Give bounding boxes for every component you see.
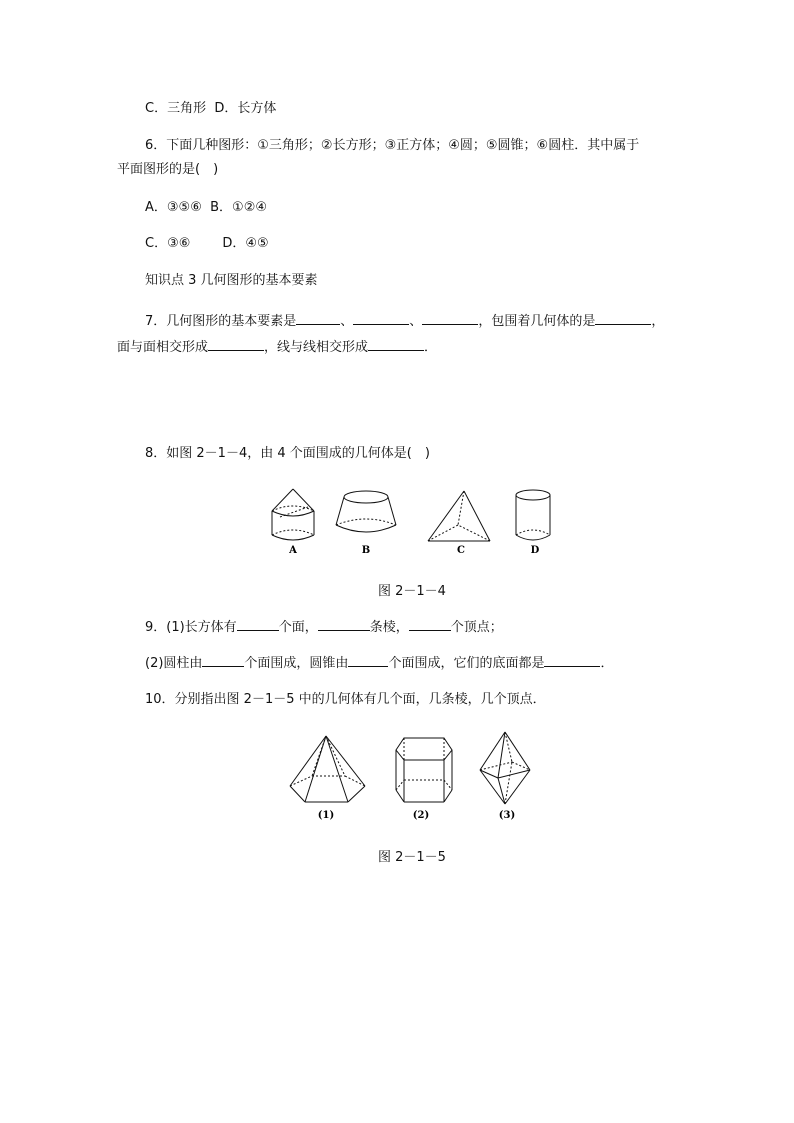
label-1: (1) <box>317 810 335 821</box>
q8-stem: 8．如图 2－1－4，由 4 个面围成的几何体是( ) <box>145 446 430 461</box>
q7-blank-6[interactable] <box>368 338 424 351</box>
shape-c <box>428 491 490 541</box>
q6-option-b: B．①②④ <box>210 200 268 215</box>
q7-blank-2[interactable] <box>353 312 409 325</box>
q6-option-a: A．③⑤⑥ <box>145 200 202 215</box>
q5-option-d: D．长方体 <box>214 101 277 116</box>
section-heading: 知识点 3 几何图形的基本要素 <box>145 273 318 288</box>
q9-text-e: (2)圆柱由 <box>145 656 203 671</box>
q9-blank-5[interactable] <box>348 654 388 667</box>
label-c: C <box>457 545 465 556</box>
q7-blank-1[interactable] <box>296 312 340 325</box>
q7-text-g: ，线与线相交形成 <box>264 340 369 355</box>
shape-a <box>272 489 314 540</box>
q5-option-c: C．三角形 <box>145 101 207 116</box>
q7-blank-5[interactable] <box>208 338 264 351</box>
label-2: (2) <box>412 810 430 821</box>
q6-options-ab <box>145 200 267 216</box>
q7-blank-4[interactable] <box>595 312 651 325</box>
q9-text-f: 个面围成，圆锥由 <box>244 656 349 671</box>
label-3: (3) <box>498 810 516 821</box>
figure-2-1-5 <box>0 730 794 830</box>
label-a: A <box>289 545 297 556</box>
q6-options-cd <box>145 236 269 252</box>
figure-2-1-5-caption: 图 2－1－5 <box>378 850 446 865</box>
label-d: D <box>530 545 540 556</box>
q6-stem-line2: 平面图形的是( ) <box>117 162 219 177</box>
q7-line1 <box>145 312 664 330</box>
shape-prism <box>396 738 452 802</box>
q9-line1 <box>145 618 503 636</box>
q9-text-h: ． <box>600 656 614 671</box>
q6-option-d: D．④⑤ <box>222 236 269 251</box>
q9-blank-1[interactable] <box>237 618 279 631</box>
q7-text-a: 7．几何图形的基本要素是 <box>145 314 297 329</box>
q9-blank-2[interactable] <box>318 618 370 631</box>
q7-text-e: ， <box>651 314 665 329</box>
q7-text-h: ． <box>424 340 438 355</box>
shape-d <box>516 490 550 540</box>
q7-text-b: 、 <box>340 314 354 329</box>
q9-text-g: 个面围成，它们的底面都是 <box>388 656 545 671</box>
q9-line2 <box>145 654 613 672</box>
q6-stem-line1: 6．下面几种图形：①三角形；②长方形；③正方体；④圆；⑤圆锥；⑥圆柱．其中属于 <box>145 138 640 153</box>
q5-options <box>145 101 276 117</box>
q9-blank-3[interactable] <box>409 618 451 631</box>
shape-pyramid <box>290 736 365 802</box>
shape-octahedron <box>480 732 530 804</box>
q7-blank-3[interactable] <box>422 312 478 325</box>
q7-text-d: ，包围着几何体的是 <box>478 314 596 329</box>
q7-text-f: 面与面相交形成 <box>117 340 209 355</box>
q9-text-b: 个面， <box>278 620 318 635</box>
q10-stem: 10．分别指出图 2－1－5 中的几何体有几个面，几条棱，几个顶点． <box>145 692 546 707</box>
q9-text-a: 9．(1)长方体有 <box>145 620 237 635</box>
q7-line2 <box>117 338 437 356</box>
q6-option-c: C．③⑥ <box>145 236 191 251</box>
q9-blank-6[interactable] <box>544 654 600 667</box>
figure-2-1-4 <box>0 485 794 575</box>
shape-b <box>336 491 396 532</box>
q9-text-d: 个顶点； <box>450 620 503 635</box>
q9-blank-4[interactable] <box>202 654 244 667</box>
q9-text-c: 条棱， <box>369 620 409 635</box>
q7-text-c: 、 <box>409 314 423 329</box>
figure-2-1-4-caption: 图 2－1－4 <box>378 584 446 599</box>
label-b: B <box>361 545 371 556</box>
